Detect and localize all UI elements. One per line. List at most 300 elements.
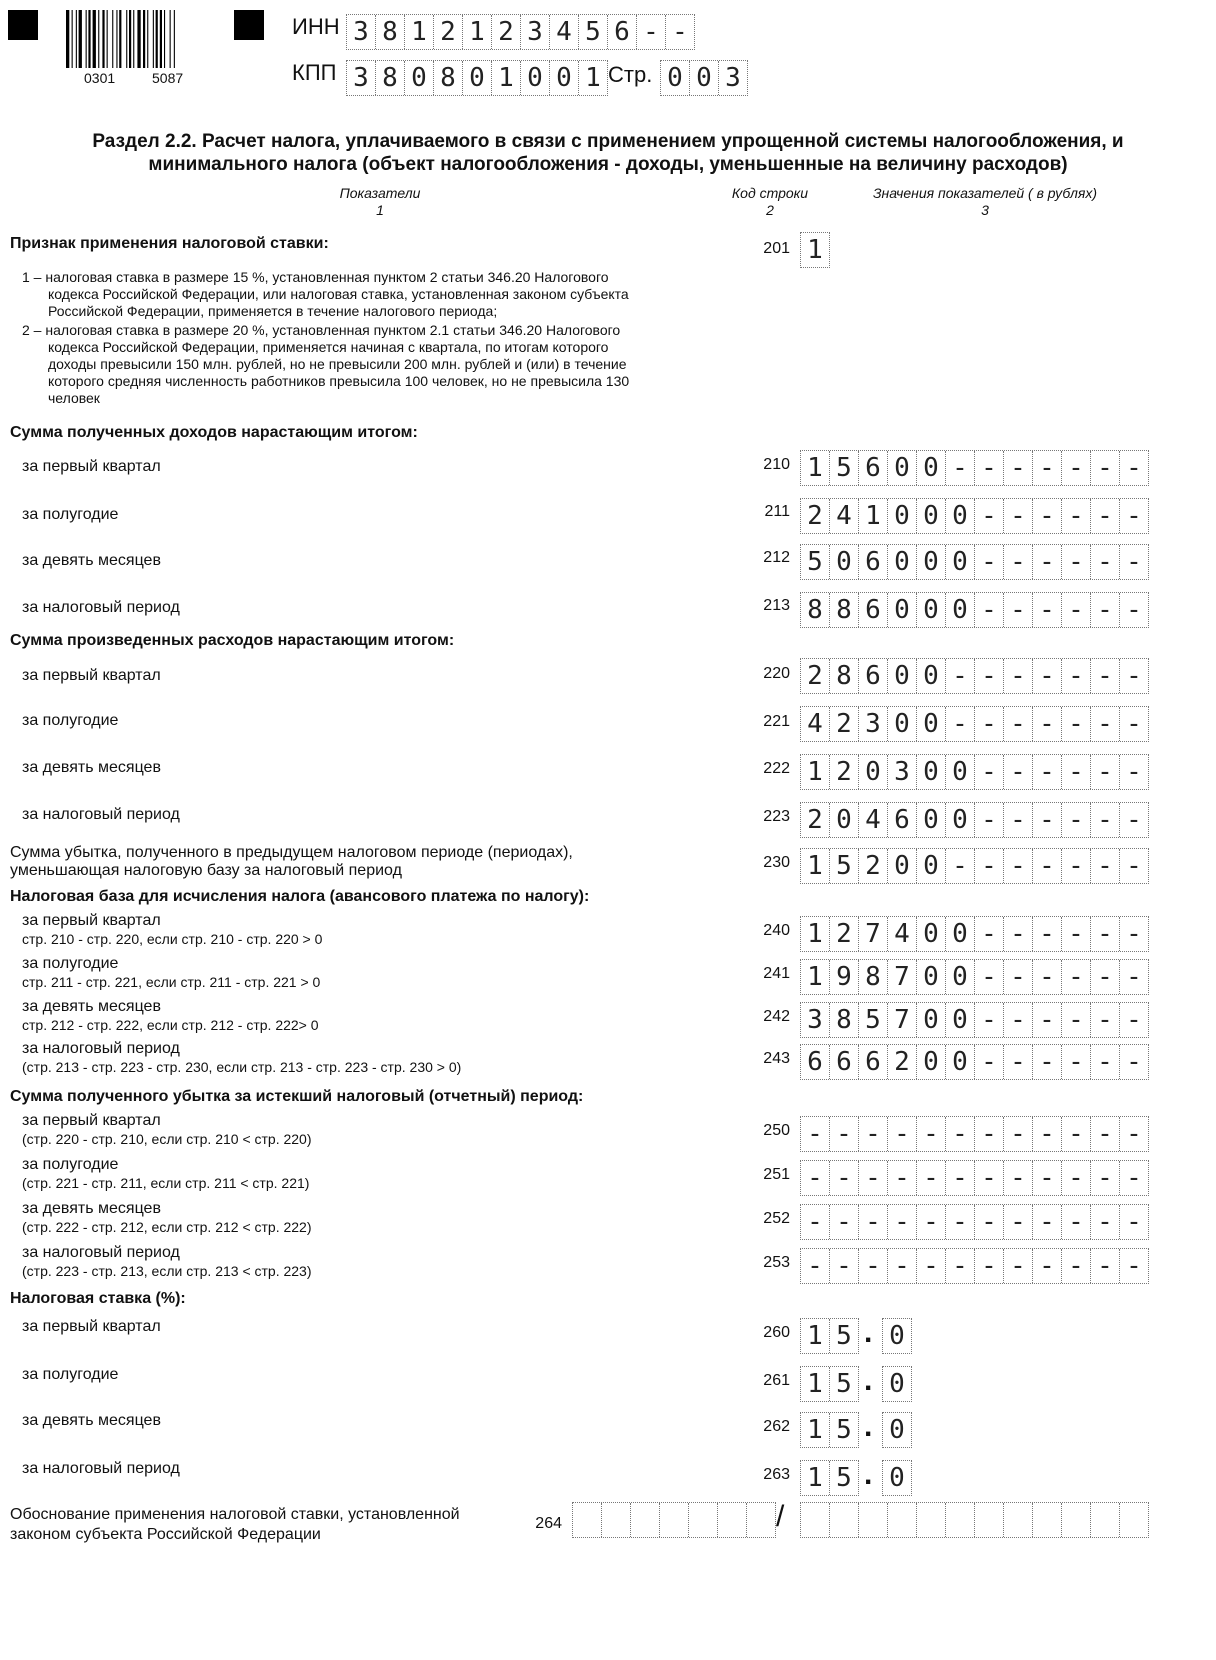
char-cell[interactable]: - [916,1249,945,1283]
char-cell[interactable]: - [974,1205,1003,1239]
char-cell[interactable]: 6 [858,545,887,579]
char-cell[interactable]: 1 [807,453,823,483]
char-cell[interactable]: - [945,849,974,883]
char-cell[interactable]: - [974,917,1003,951]
char-cell[interactable]: 1 [404,15,433,49]
justification-field-part1[interactable] [572,1502,776,1538]
char-cell[interactable]: - [1003,659,1032,693]
char-cell[interactable]: - [1061,1003,1090,1037]
char-cell[interactable]: - [1119,1205,1148,1239]
char-cell[interactable]: 0 [887,849,916,883]
kpp-field[interactable] [346,60,608,96]
rate-int-field-262[interactable] [800,1412,859,1448]
char-cell[interactable]: - [858,1161,887,1195]
char-cell[interactable]: - [887,1249,916,1283]
char-cell[interactable]: - [1032,545,1061,579]
char-cell[interactable]: 6 [807,1047,823,1077]
char-cell[interactable]: 1 [807,962,823,992]
char-cell[interactable]: - [1003,1117,1032,1151]
rate-dec-field-260[interactable] [882,1318,912,1354]
char-cell[interactable]: - [974,545,1003,579]
char-cell[interactable]: - [1061,917,1090,951]
char-cell[interactable]: 0 [916,593,945,627]
char-cell[interactable]: - [1119,499,1148,533]
char-cell[interactable]: - [829,1117,858,1151]
tax-base-field-240[interactable] [800,916,1149,952]
char-cell[interactable]: - [887,1117,916,1151]
char-cell[interactable]: 6 [858,659,887,693]
char-cell[interactable]: 2 [829,917,858,951]
char-cell[interactable]: - [1061,1117,1090,1151]
char-cell[interactable]: - [974,1003,1003,1037]
char-cell[interactable]: 0 [945,917,974,951]
income-year-field[interactable] [800,592,1149,628]
char-cell[interactable]: 0 [520,61,549,95]
char-cell[interactable]: 0 [689,61,718,95]
line-code-260: 260 [763,1324,790,1341]
char-cell[interactable]: - [1090,451,1119,485]
char-cell[interactable]: - [1090,1045,1119,1079]
loss-period-field-252[interactable] [800,1204,1149,1240]
char-cell[interactable]: 2 [491,15,520,49]
char-cell[interactable]: - [1090,803,1119,837]
char-cell[interactable]: - [1119,1045,1148,1079]
char-cell[interactable]: 5 [829,1413,858,1447]
char-cell[interactable]: 2 [829,707,858,741]
char-cell[interactable]: - [829,1205,858,1239]
char-cell[interactable]: - [1003,451,1032,485]
rate-dec-field-262[interactable] [882,1412,912,1448]
char-cell[interactable]: - [665,15,694,49]
char-cell[interactable]: 0 [916,1003,945,1037]
char-cell[interactable]: 0 [829,545,858,579]
char-cell[interactable]: - [1061,499,1090,533]
char-cell[interactable] [945,1503,974,1537]
char-cell[interactable]: - [1061,755,1090,789]
char-cell[interactable]: 4 [829,499,858,533]
char-cell[interactable]: 5 [829,451,858,485]
char-cell[interactable]: 5 [829,1367,858,1401]
char-cell[interactable]: - [974,593,1003,627]
char-cell[interactable]: - [1119,659,1148,693]
char-cell[interactable]: - [1119,1161,1148,1195]
char-cell[interactable]: - [829,1161,858,1195]
char-cell[interactable]: - [1119,960,1148,994]
char-cell[interactable]: 8 [829,593,858,627]
char-cell[interactable] [688,1503,717,1537]
char-cell[interactable]: 0 [887,451,916,485]
barcode-bar [164,10,165,68]
char-cell[interactable]: - [1032,659,1061,693]
char-cell[interactable]: 0 [829,803,858,837]
char-cell[interactable]: 0 [889,1321,905,1351]
char-cell[interactable]: - [974,1117,1003,1151]
char-cell[interactable]: - [858,1117,887,1151]
char-cell[interactable]: 2 [807,661,823,691]
char-cell[interactable]: - [1090,755,1119,789]
loss-prev-field[interactable] [800,848,1149,884]
char-cell[interactable]: - [1003,1045,1032,1079]
char-cell[interactable]: 1 [491,61,520,95]
char-cell[interactable]: 0 [889,1415,905,1445]
char-cell[interactable]: 1 [462,15,491,49]
char-cell[interactable]: - [858,1249,887,1283]
char-cell[interactable]: 6 [858,1045,887,1079]
char-cell[interactable]: 5 [578,15,607,49]
char-cell[interactable] [746,1503,775,1537]
char-cell[interactable]: 7 [858,917,887,951]
char-cell[interactable]: - [1003,755,1032,789]
char-cell[interactable]: - [916,1205,945,1239]
char-cell[interactable]: 5 [829,849,858,883]
char-cell[interactable]: - [945,451,974,485]
char-cell[interactable]: - [1003,960,1032,994]
barcode-bar [66,10,69,68]
char-cell[interactable]: - [1061,960,1090,994]
income-q1-field[interactable] [800,450,1149,486]
loss-period-field-250[interactable] [800,1116,1149,1152]
char-cell[interactable]: - [945,1249,974,1283]
income-9m-field[interactable] [800,544,1149,580]
char-cell[interactable]: - [1119,545,1148,579]
note1-line2: кодекса Российской Федерации, или налоговая ставка, установленная законом субъекта [48,286,629,302]
char-cell[interactable]: - [1032,1161,1061,1195]
char-cell[interactable]: 1 [578,61,607,95]
char-cell[interactable]: 6 [607,15,636,49]
char-cell[interactable]: 8 [858,960,887,994]
rate-dec-field-261[interactable] [882,1366,912,1402]
char-cell[interactable]: - [974,451,1003,485]
char-cell[interactable]: 1 [807,1321,823,1351]
char-cell[interactable]: - [1061,545,1090,579]
char-cell[interactable]: 8 [807,595,823,625]
char-cell[interactable]: 0 [945,803,974,837]
char-cell[interactable]: - [1061,593,1090,627]
char-cell[interactable]: 0 [945,755,974,789]
rate-sign-field[interactable] [800,232,830,268]
char-cell[interactable]: - [1032,849,1061,883]
char-cell[interactable]: - [1003,1161,1032,1195]
char-cell[interactable]: - [974,755,1003,789]
char-cell[interactable]: - [1003,707,1032,741]
expenses-q1-label: за первый квартал [22,667,161,684]
income-h1-field[interactable] [800,498,1149,534]
char-cell[interactable]: - [1119,917,1148,951]
rate-int-field-263[interactable] [800,1460,859,1496]
loss-period-heading: Сумма полученного убытка за истекший налоговый (отчетный) период: [10,1088,584,1105]
char-cell[interactable]: 0 [916,659,945,693]
barcode-bar [102,10,104,68]
char-cell[interactable]: - [807,1251,823,1281]
char-cell[interactable]: 8 [375,61,404,95]
char-cell[interactable]: - [1119,707,1148,741]
char-cell[interactable]: - [1032,917,1061,951]
char-cell[interactable]: 2 [807,501,823,531]
expenses-h1-field[interactable] [800,706,1149,742]
char-cell[interactable]: 2 [433,15,462,49]
char-cell[interactable]: 4 [887,917,916,951]
char-cell[interactable]: 0 [945,593,974,627]
char-cell[interactable]: 6 [887,803,916,837]
char-cell[interactable] [717,1503,746,1537]
char-cell[interactable]: - [1090,707,1119,741]
char-cell[interactable]: - [916,1117,945,1151]
char-cell[interactable]: - [636,15,665,49]
char-cell[interactable]: - [945,1161,974,1195]
char-cell[interactable]: - [974,803,1003,837]
char-cell[interactable]: 5 [807,547,823,577]
char-cell[interactable]: - [1003,1205,1032,1239]
char-cell[interactable]: 1 [807,1369,823,1399]
char-cell[interactable]: 7 [887,960,916,994]
char-cell[interactable]: - [1090,593,1119,627]
char-cell[interactable]: - [1090,1117,1119,1151]
char-cell[interactable]: - [1090,1003,1119,1037]
char-cell[interactable]: 0 [916,499,945,533]
char-cell[interactable]: - [1090,1161,1119,1195]
tax-base-field-241[interactable] [800,959,1149,995]
char-cell[interactable]: - [1032,1205,1061,1239]
char-cell[interactable]: - [1119,803,1148,837]
char-cell[interactable]: 0 [887,545,916,579]
char-cell[interactable]: - [1032,499,1061,533]
char-cell[interactable] [916,1503,945,1537]
char-cell[interactable]: - [829,1249,858,1283]
char-cell[interactable]: 5 [829,1319,858,1353]
char-cell[interactable]: - [1119,1003,1148,1037]
char-cell[interactable]: 6 [829,1045,858,1079]
char-cell[interactable]: - [1090,659,1119,693]
char-cell[interactable]: 0 [462,61,491,95]
char-cell[interactable]: 0 [404,61,433,95]
char-cell[interactable]: 0 [945,499,974,533]
rate-int-field-260[interactable] [800,1318,859,1354]
char-cell[interactable]: - [945,659,974,693]
char-cell[interactable]: 5 [858,1003,887,1037]
char-cell[interactable]: - [916,1161,945,1195]
char-cell[interactable]: - [1032,593,1061,627]
char-cell[interactable]: - [1032,707,1061,741]
char-cell[interactable]: - [887,1161,916,1195]
char-cell[interactable]: 2 [807,805,823,835]
char-cell[interactable]: - [1003,849,1032,883]
char-cell[interactable]: - [1032,1249,1061,1283]
char-cell[interactable] [573,1503,601,1537]
char-cell[interactable]: 4 [858,803,887,837]
char-cell[interactable]: 8 [829,1003,858,1037]
rate-int-field-261[interactable] [800,1366,859,1402]
line-code-243: 243 [763,1050,790,1067]
char-cell[interactable]: 2 [858,849,887,883]
char-cell[interactable]: 0 [916,960,945,994]
char-cell[interactable]: - [1090,1205,1119,1239]
char-cell[interactable]: - [945,1117,974,1151]
tax-base-field-242[interactable] [800,1002,1149,1038]
char-cell[interactable]: - [858,1205,887,1239]
char-cell[interactable]: 0 [916,545,945,579]
char-cell[interactable]: - [1032,755,1061,789]
char-cell[interactable] [974,1503,1003,1537]
char-cell[interactable] [829,1503,858,1537]
char-cell[interactable]: - [1119,1249,1148,1283]
char-cell[interactable]: - [1061,803,1090,837]
char-cell[interactable]: 8 [829,659,858,693]
char-cell[interactable]: 1 [807,851,823,881]
char-cell[interactable]: - [1003,499,1032,533]
char-cell[interactable] [887,1503,916,1537]
char-cell[interactable] [601,1503,630,1537]
char-cell[interactable]: 0 [889,1369,905,1399]
char-cell[interactable]: - [1032,960,1061,994]
char-cell[interactable]: - [974,659,1003,693]
char-cell[interactable]: - [945,707,974,741]
char-cell[interactable]: 0 [887,659,916,693]
char-cell[interactable]: 8 [375,15,404,49]
char-cell[interactable] [1090,1503,1119,1537]
rate-dec-field-263[interactable] [882,1460,912,1496]
char-cell[interactable]: - [1032,451,1061,485]
char-cell[interactable]: - [807,1119,823,1149]
char-cell[interactable]: 3 [353,63,369,93]
char-cell[interactable]: 3 [887,755,916,789]
char-cell[interactable]: 6 [858,593,887,627]
char-cell[interactable]: - [1090,545,1119,579]
expenses-q1-field[interactable] [800,658,1149,694]
char-cell[interactable]: 0 [889,1463,905,1493]
tax-base-field-243[interactable] [800,1044,1149,1080]
justification-field-part2[interactable] [800,1502,1149,1538]
char-cell[interactable]: - [974,1161,1003,1195]
char-cell[interactable]: 0 [945,960,974,994]
char-cell[interactable]: 0 [887,593,916,627]
char-cell[interactable]: 6 [858,451,887,485]
char-cell[interactable]: - [945,1205,974,1239]
char-cell[interactable]: 0 [945,545,974,579]
char-cell[interactable]: 0 [858,755,887,789]
char-cell[interactable]: - [1119,1117,1148,1151]
char-cell[interactable]: 1 [807,1415,823,1445]
char-cell[interactable]: - [1090,1249,1119,1283]
char-cell[interactable]: - [1119,451,1148,485]
char-cell[interactable]: - [1061,1249,1090,1283]
char-cell[interactable]: 0 [667,63,683,93]
char-cell[interactable]: 4 [807,709,823,739]
char-cell[interactable]: 0 [916,1045,945,1079]
char-cell[interactable]: 3 [353,17,369,47]
char-cell[interactable]: - [974,707,1003,741]
char-cell[interactable]: - [1090,499,1119,533]
char-cell[interactable]: 0 [916,707,945,741]
tax-base-label-formula: стр. 210 - стр. 220, если стр. 210 - стр. 220 > 0 [22,931,323,947]
char-cell[interactable]: 0 [916,451,945,485]
char-cell[interactable]: - [974,1045,1003,1079]
char-cell[interactable]: 0 [887,499,916,533]
char-cell[interactable]: - [1003,803,1032,837]
inn-field[interactable] [346,14,695,50]
loss-period-field-251[interactable] [800,1160,1149,1196]
char-cell[interactable]: - [1061,1045,1090,1079]
char-cell[interactable]: - [1090,960,1119,994]
char-cell[interactable]: - [807,1207,823,1237]
char-cell[interactable]: 1 [807,757,823,787]
char-cell[interactable]: - [1032,803,1061,837]
char-cell[interactable]: 4 [549,15,578,49]
char-cell[interactable] [1119,1503,1148,1537]
char-cell[interactable]: - [1061,707,1090,741]
char-cell[interactable]: - [1061,659,1090,693]
char-cell[interactable]: - [1003,1003,1032,1037]
char-cell[interactable]: - [1061,849,1090,883]
char-cell[interactable] [630,1503,659,1537]
char-cell[interactable]: - [1032,1117,1061,1151]
char-cell[interactable]: 1 [807,235,823,265]
char-cell[interactable]: 7 [887,1003,916,1037]
char-cell[interactable]: - [1061,1161,1090,1195]
char-cell[interactable]: 3 [520,15,549,49]
page-number-field[interactable] [660,60,748,96]
char-cell[interactable] [858,1503,887,1537]
char-cell[interactable]: 0 [549,61,578,95]
char-cell[interactable]: - [1061,451,1090,485]
char-cell[interactable]: 3 [807,1005,823,1035]
char-cell[interactable]: 0 [945,1045,974,1079]
char-cell[interactable]: - [974,960,1003,994]
char-cell[interactable]: 1 [858,499,887,533]
char-cell[interactable]: 1 [807,1463,823,1493]
char-cell[interactable]: - [1061,1205,1090,1239]
char-cell[interactable]: 0 [887,707,916,741]
char-cell[interactable]: - [1003,593,1032,627]
expenses-year-field[interactable] [800,802,1149,838]
char-cell[interactable]: - [974,499,1003,533]
char-cell[interactable]: 0 [916,849,945,883]
char-cell[interactable]: - [1119,755,1148,789]
char-cell[interactable]: 8 [433,61,462,95]
char-cell[interactable]: 0 [916,803,945,837]
char-cell[interactable]: 0 [916,917,945,951]
char-cell[interactable]: - [887,1205,916,1239]
char-cell[interactable]: - [1003,1249,1032,1283]
char-cell[interactable]: - [1090,849,1119,883]
char-cell[interactable]: 9 [829,960,858,994]
char-cell[interactable]: - [1003,545,1032,579]
char-cell[interactable]: - [807,1163,823,1193]
loss-period-field-253[interactable] [800,1248,1149,1284]
char-cell[interactable]: 2 [829,755,858,789]
char-cell[interactable]: 3 [718,61,747,95]
char-cell[interactable]: - [1003,917,1032,951]
char-cell[interactable] [659,1503,688,1537]
char-cell[interactable]: 0 [945,1003,974,1037]
char-cell[interactable] [1032,1503,1061,1537]
char-cell[interactable]: 2 [887,1045,916,1079]
char-cell[interactable]: - [974,849,1003,883]
char-cell[interactable]: 3 [858,707,887,741]
char-cell[interactable]: 0 [916,755,945,789]
char-cell[interactable]: - [1090,917,1119,951]
char-cell[interactable]: - [1119,593,1148,627]
char-cell[interactable] [1061,1503,1090,1537]
char-cell[interactable]: - [1032,1003,1061,1037]
expenses-9m-field[interactable] [800,754,1149,790]
char-cell[interactable]: - [974,1249,1003,1283]
char-cell[interactable] [1003,1503,1032,1537]
char-cell[interactable]: 1 [807,919,823,949]
char-cell[interactable]: 5 [829,1461,858,1495]
char-cell[interactable]: - [1119,849,1148,883]
char-cell[interactable]: - [1032,1045,1061,1079]
char-cell[interactable] [801,1503,829,1537]
